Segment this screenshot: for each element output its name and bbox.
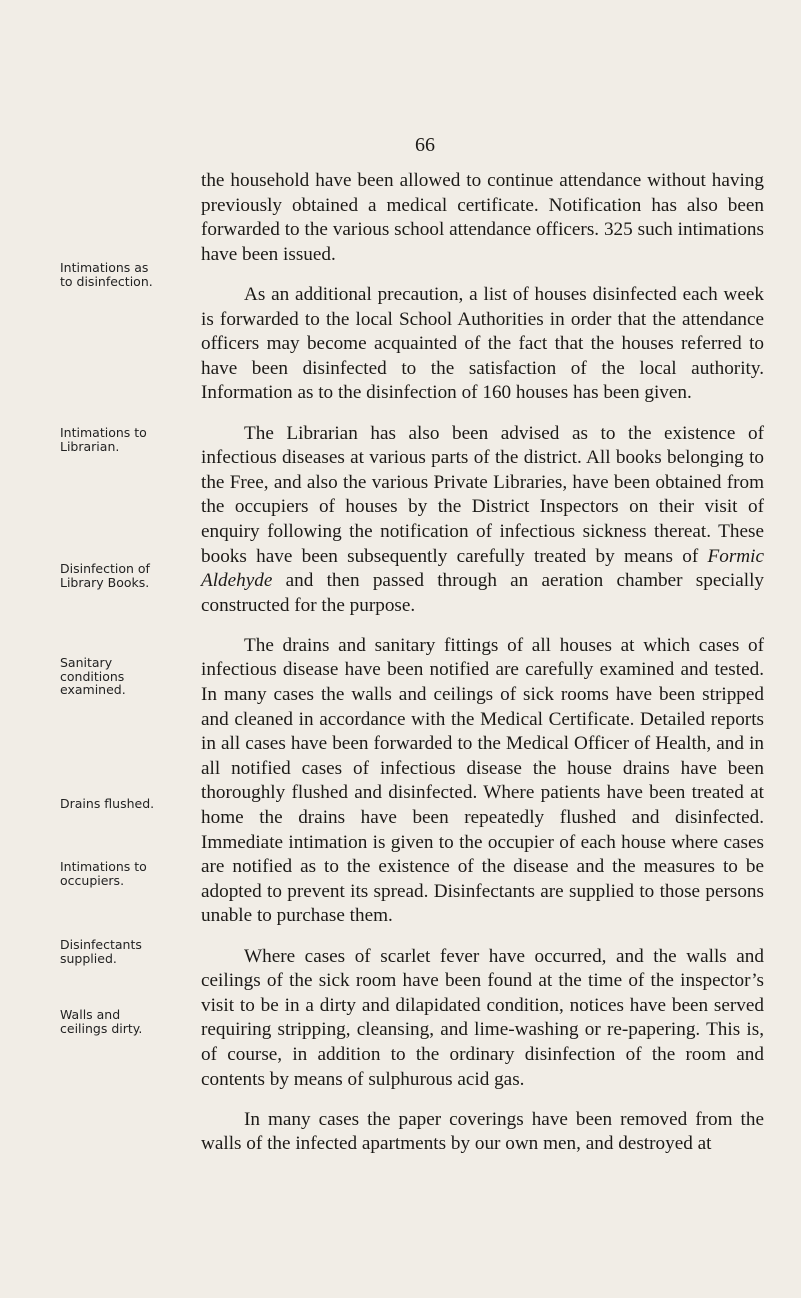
paragraph-3 — [201, 422, 764, 619]
margin-note-drains-flushed: Drains flushed. — [60, 796, 155, 811]
margin-note-disinfectants-supplied: Disinfectants supplied. — [60, 937, 142, 966]
margin-note-walls-ceilings: Walls and ceilings dirty. — [60, 1007, 143, 1036]
body-text — [201, 169, 764, 1157]
paragraph-4: The drains and sanitary fittings of all houses at which cases of infectious disease have been notified are carefully examined and tested. In many cases the walls and ceilings of sick rooms have been stripped and cleaned in accordance with the Medical Certificate. Detailed reports in all cases have been forwarded to the Medical Officer of Health, and in all notified cases of infectious disease the house drains have been thoroughly flushed and disinfected. Where patients have been treated at home the drains have been repeatedly flushed and disinfected. Immediate intimation is given to the occupier of each house where cases are notified as to the existence of the disease and the measures to be adopted to prevent its spread. Disinfectants are supplied to those persons unable to purchase them. — [201, 634, 764, 927]
paragraph-2: As an additional precaution, a list of houses disinfected each week is forwarded to the local School Authorities in order that the attendance officers may become acquainted of the fact that the houses referred to have been disinfected to the satisfaction of the local authority. Information as to the disinfection of 160 houses has been given. — [201, 283, 764, 404]
margin-note-sanitary-conditions: Sanitary conditions examined. — [60, 655, 126, 697]
formic-aldehyde-italic: Formic Aldehyde — [201, 545, 764, 592]
margin-note-intimations-occupiers: Intimations to occupiers. — [60, 859, 147, 888]
paragraph-3-text-a: The Librarian has also been advised as to the existence of infectious diseases at various parts of the district. All books belonging to the Free, and also the various Private Libraries, have been obtained from the occupiers of houses by the District Inspectors on their visit of enquiry following the notification of infectious sickness thereat. These books have been subsequently carefully treated by means of — [201, 422, 764, 567]
paragraph-1: the household have been allowed to continue attendance without having previously obtained a medical certificate. Notification has also been forwarded to the various school attendance officers. 325 such intimations have been issued. — [201, 170, 764, 265]
page-number: 66 — [415, 134, 435, 156]
paragraph-3-text-b: and then passed through an aeration chamber specially constructed for the purpose. — [201, 570, 764, 616]
paragraph-5: Where cases of scarlet fever have occurred, and the walls and ceilings of the sick room have been found at the time of the inspector’s visit to be in a dirty and dilapidated condition, notices have been served requiring stripping, cleansing, and lime-washing or re-papering. This is, of course, in addition to the ordinary disinfection of the room and contents by means of sulphurous acid gas. — [201, 945, 764, 1090]
margin-note-intimations-disinfection: Intimations as to disinfection. — [60, 260, 153, 289]
paragraph-6: In many cases the paper coverings have been removed from the walls of the infected apartments by our own men, and destroyed at — [201, 1108, 764, 1155]
margin-note-intimations-librarian: Intimations to Librarian. — [60, 425, 147, 454]
margin-note-disinfection-books: Disinfection of Library Books. — [60, 561, 150, 590]
